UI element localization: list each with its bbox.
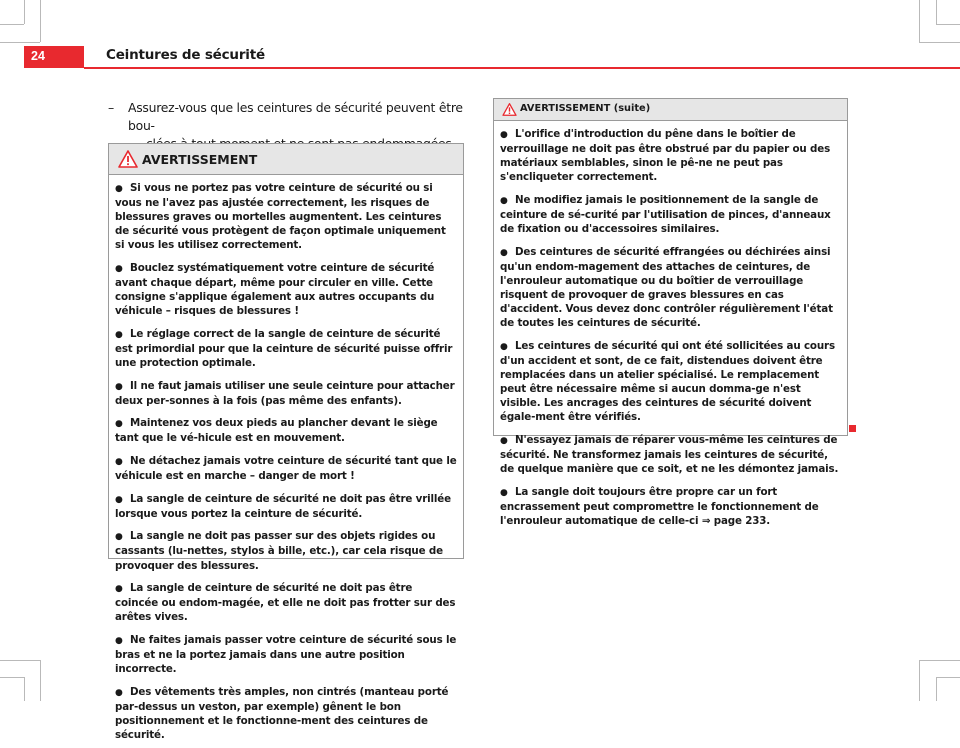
page-reference-link[interactable]: ⇒ page 233. <box>701 514 771 527</box>
crop-mark <box>0 660 40 661</box>
crop-mark <box>919 42 960 43</box>
bullet-icon: ● <box>115 687 123 698</box>
crop-mark <box>0 24 24 25</box>
bullet-icon: ● <box>500 247 508 258</box>
warning-list-item <box>115 416 457 445</box>
crop-mark <box>936 677 960 678</box>
warning-list-item <box>115 379 457 408</box>
bullet-icon: ● <box>500 435 508 446</box>
page-number: 24 <box>31 49 45 63</box>
warning-item-text: Maintenez vos deux pieds au plancher devant le siège tant que le vé-hicule est en mouvement. <box>115 417 438 445</box>
warning-list-item <box>115 581 457 624</box>
intro-line-1: Assurez-vous que les ceintures de sécurité peuvent être bou- <box>128 100 463 133</box>
warning-list-item <box>115 492 457 521</box>
crop-mark <box>936 677 937 701</box>
crop-mark <box>936 24 960 25</box>
bullet-icon: ● <box>500 195 508 206</box>
bullet-icon: ● <box>500 487 508 498</box>
crop-mark <box>919 660 920 701</box>
chapter-title: Ceintures de sécurité <box>106 47 265 63</box>
bullet-icon: ● <box>115 381 123 392</box>
warning-item-text: Des ceintures de sécurité effrangées ou déchirées ainsi qu'un endom-magement des attaches de ceintures, de l'enrouleur automatique ou du boîtier de verrouillage risquent de provoquer de graves blessures en cas d'accident. Vous devez donc contrôler régulièrement l'état de toutes les ceintures de sécurité. <box>500 245 833 330</box>
warning-list-item <box>115 685 457 742</box>
crop-mark <box>0 677 24 678</box>
crop-mark <box>40 660 41 701</box>
intro-dash: – <box>108 100 114 115</box>
crop-mark <box>919 0 920 42</box>
crop-mark <box>0 42 40 43</box>
warning-item-text: La sangle de ceinture de sécurité ne doit pas être vrillée lorsque vous portez la ceinture de sécurité. <box>115 492 451 520</box>
warning-list-item <box>115 181 457 252</box>
warning-item-text: La sangle doit toujours être propre car un fort encrassement peut compromettre le fonctionnement de l'enrouleur automatique de celle-ci <box>500 485 819 527</box>
warning-list-item <box>500 339 841 425</box>
warning-body <box>494 121 847 534</box>
warning-box <box>108 143 464 741</box>
warning-list-item <box>115 261 457 318</box>
warning-item-text: Bouclez systématiquement votre ceinture de sécurité avant chaque départ, même pour circuler en ville. Cette consigne s'applique également aux autres occupants du véhicule – risques de blessures ! <box>115 261 435 318</box>
bullet-icon: ● <box>115 263 123 274</box>
warning-list-item <box>115 633 457 676</box>
warning-title: AVERTISSEMENT (suite) <box>520 103 651 114</box>
header-rule <box>84 67 960 69</box>
bullet-icon: ● <box>115 457 123 467</box>
warning-item-text: Des vêtements très amples, non cintrés (manteau porté par-dessus un veston, par exemple) gênent le bon positionnement et le fonctionne-ment des ceintures de sécurité. <box>115 685 449 741</box>
warning-list-item <box>115 454 457 483</box>
warning-item-text: La sangle de ceinture de sécurité ne doit pas être coincée ou endom-magée, et elle ne doit pas frotter sur des arêtes vives. <box>115 582 456 624</box>
crop-mark <box>919 660 960 661</box>
warning-item-text: Ne détachez jamais votre ceinture de sécurité tant que le véhicule est en marche – danger de mort ! <box>115 455 457 483</box>
bullet-icon: ● <box>115 419 123 430</box>
crop-mark <box>936 0 937 24</box>
warning-list-item <box>500 127 841 184</box>
bullet-icon: ● <box>115 532 123 543</box>
bullet-icon: ● <box>115 635 123 646</box>
bullet-icon: ● <box>500 130 508 140</box>
warning-item-text: Le réglage correct de la sangle de ceinture de sécurité est primordial pour que la ceinture de sécurité puisse offrir une protection optimale. <box>115 327 453 370</box>
warning-title: AVERTISSEMENT <box>142 152 258 167</box>
warning-item-text: N'essayez jamais de réparer vous-même les ceintures de sécurité. Ne transformez jamais les ceintures de sécurité, de quelque manière que ce soit, et ne les démontez jamais. <box>500 433 839 475</box>
section-end-marker <box>849 425 856 432</box>
bullet-icon: ● <box>115 184 123 194</box>
warning-header <box>494 99 847 121</box>
crop-mark <box>24 677 25 701</box>
warning-list-item <box>500 433 841 476</box>
warning-triangle-icon <box>502 103 517 116</box>
bullet-icon: ● <box>115 329 123 340</box>
bullet-icon: ● <box>115 584 123 595</box>
warning-item-text: Il ne faut jamais utiliser une seule ceinture pour attacher deux per-sonnes à la fois (pas même des enfants). <box>115 379 455 407</box>
warning-body <box>109 175 463 748</box>
crop-mark <box>24 0 25 24</box>
warning-item-text: Si vous ne portez pas votre ceinture de sécurité ou si vous ne l'avez pas ajustée correctement, les risques de blessures graves ou mortelles augmentent. Les ceintures de sécurité vous protègent de façon optimale uniquement si vous les utilisez correctement. <box>115 182 446 252</box>
warning-item-text: Les ceintures de sécurité qui ont été sollicitées au cours d'un accident et sont, de ce fait, distendues doivent être remplacées dans un atelier spécialisé. Le remplacement peut être nécessaire même si aucun domma-ge n'est visible. Les ancrages des ceintures de sécurité doivent égale-ment être vérifiés. <box>500 339 835 424</box>
warning-item-text: Ne modifiez jamais le positionnement de la sangle de ceinture de sé-curité par l'utilisation de pinces, d'anneaux de fixation ou d'accessoires similaires. <box>500 193 831 236</box>
warning-list-item <box>500 245 841 331</box>
warning-list-item <box>500 193 841 236</box>
warning-header <box>109 144 463 175</box>
warning-triangle-icon <box>118 150 138 168</box>
bullet-icon: ● <box>115 494 123 505</box>
crop-mark <box>40 0 41 42</box>
warning-item-text: Ne faites jamais passer votre ceinture de sécurité sous le bras et ne la portez jamais dans une autre position incorrecte. <box>115 633 457 676</box>
warning-box-continued <box>493 98 848 527</box>
bullet-icon: ● <box>500 341 508 352</box>
warning-item-text: La sangle ne doit pas passer sur des objets rigides ou cassants (lu-nettes, stylos à bille, etc.), car cela risque de provoquer des blessures. <box>115 530 443 572</box>
warning-item-text: L'orifice d'introduction du pêne dans le boîtier de verrouillage ne doit pas être obstrué par du papier ou des matériaux semblables, sinon le pê-ne ne peut pas s'encliqueter correctement. <box>500 128 831 184</box>
warning-list-item <box>500 485 841 528</box>
warning-list-item <box>115 529 457 572</box>
warning-list-item <box>115 327 457 370</box>
